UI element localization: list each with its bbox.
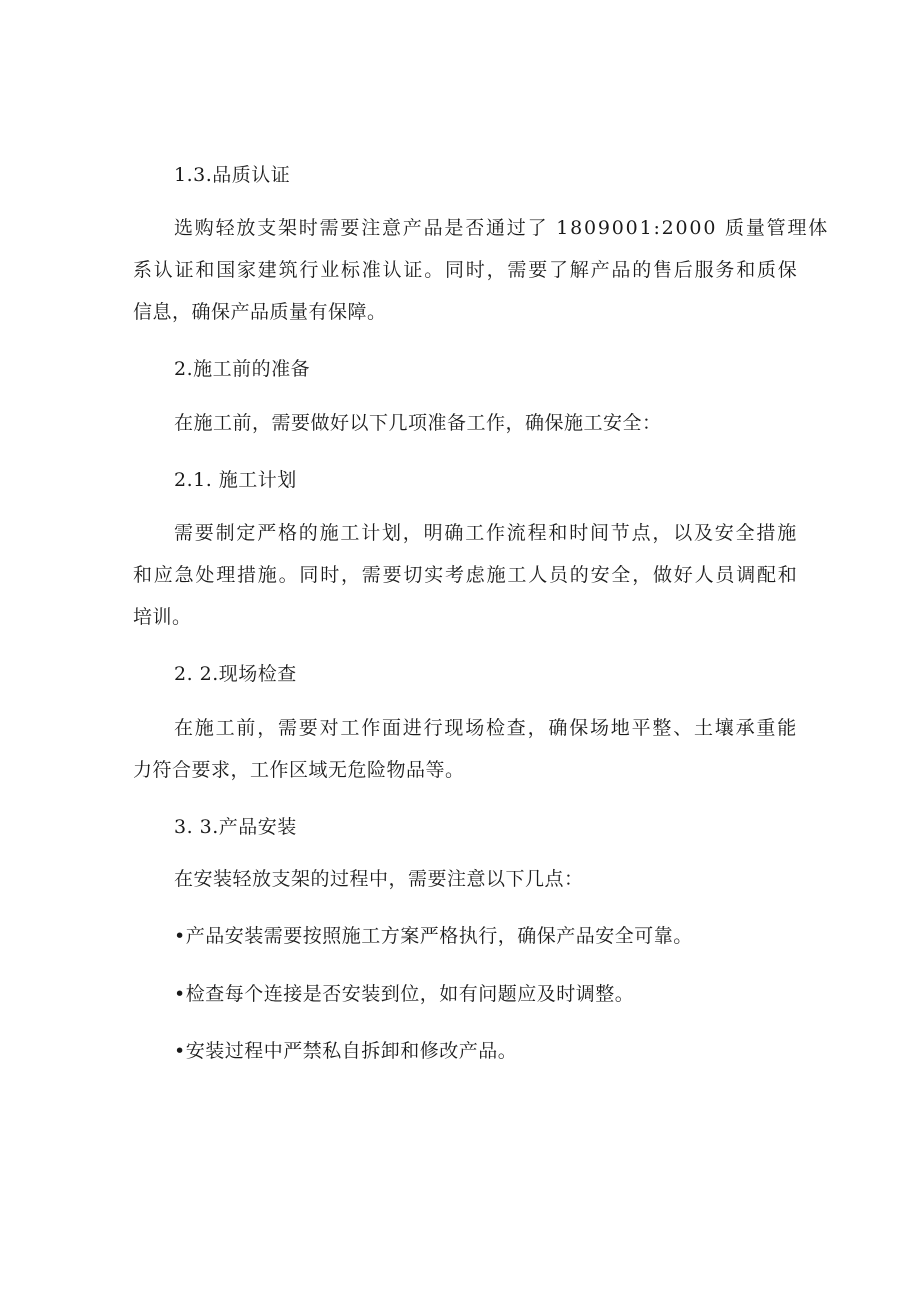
section-heading-2-1: 2.1. 施工计划 [174, 469, 297, 491]
section-heading-2: 2.施工前的准备 [174, 358, 311, 380]
bullet-item: •产品安装需要按照施工方案严格执行，确保产品安全可靠。 [174, 925, 693, 947]
paragraph-line: 培训。 [133, 606, 192, 628]
paragraph-line: 在安装轻放支架的过程中，需要注意以下几点： [174, 868, 584, 890]
section-heading-2-2: 2. 2.现场检查 [174, 663, 297, 685]
paragraph-line: 在施工前，需要做好以下几项准备工作，确保施工安全： [174, 412, 662, 434]
paragraph-line: 在施工前，需要对工作面进行现场检查，确保场地平整、土壤承重能 [174, 717, 799, 739]
paragraph-line: 力符合要求，工作区域无危险物品等。 [133, 759, 465, 781]
bullet-item: •检查每个连接是否安装到位，如有问题应及时调整。 [174, 983, 635, 1005]
section-heading-3: 3. 3.产品安装 [174, 816, 297, 838]
section-heading-1-3: 1.3.品质认证 [174, 164, 291, 186]
paragraph-line: 和应急处理措施。同时，需要切实考虑施工人员的安全，做好人员调配和 [133, 564, 799, 586]
paragraph-line: 需要制定严格的施工计划，明确工作流程和时间节点，以及安全措施 [174, 522, 799, 544]
paragraph-line: 选购轻放支架时需要注意产品是否通过了 1809001:2000 质量管理体 [174, 217, 830, 239]
bullet-item: •安装过程中严禁私自拆卸和修改产品。 [174, 1040, 518, 1062]
paragraph-line: 系认证和国家建筑行业标准认证。同时，需要了解产品的售后服务和质保 [133, 259, 799, 281]
paragraph-line: 信息，确保产品质量有保障。 [133, 301, 387, 323]
